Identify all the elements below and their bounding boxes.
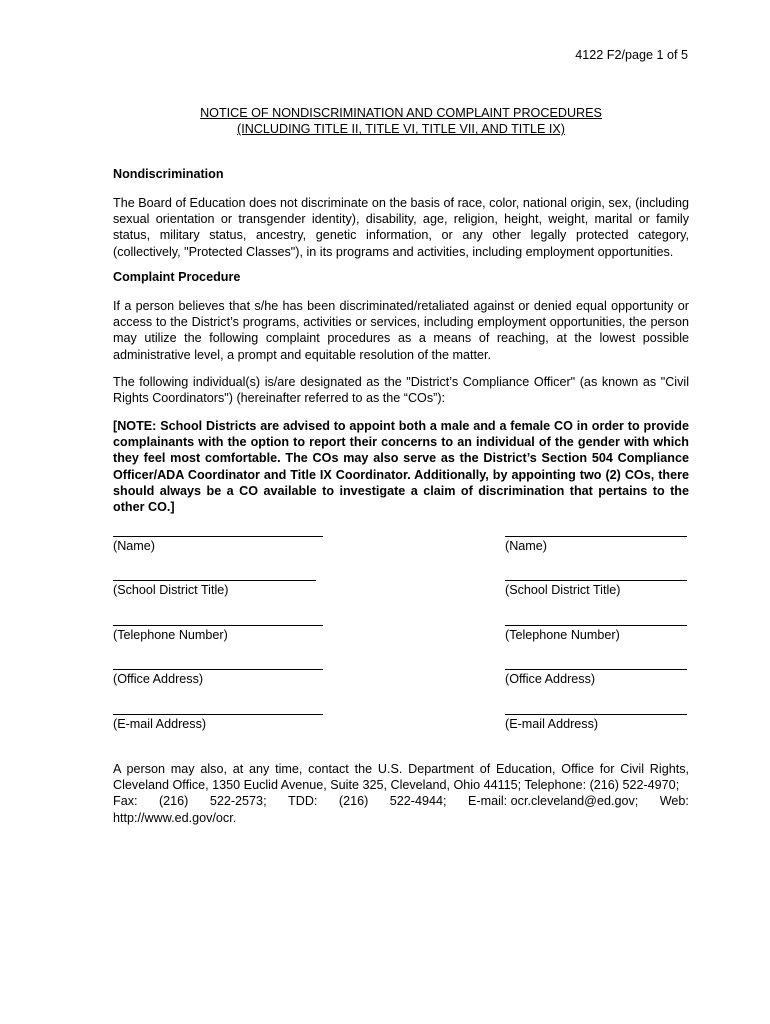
tdd-label: TDD: bbox=[288, 794, 318, 809]
note-paragraph: [NOTE: School Districts are advised to appoint both a male and a female CO in order to provide complainants with the option to report their concerns to an individual of the gender with which they feel most comfortable. The COs may also serve as the District’s Section 504 Compliance Officer/ADA Coordinator and Title IX Coordinator. Additionally, by appointing two (2) COs, there should always be a CO available to investigate a claim of discrimination that pertains to the other CO.] bbox=[113, 419, 689, 515]
fax-area-code: (216) bbox=[158, 794, 189, 809]
title-line-left[interactable] bbox=[113, 580, 316, 581]
nondiscrimination-paragraph: The Board of Education does not discriminate on the basis of race, color, national origin, sex, (including sexual orientation or transgender identity), disability, age, religion, height, weight, marital or family status, military status, ancestry, genetic information, or any other legally protected category, (collectively, "Protected Classes"), in its programs and activities, including employment opportunities. bbox=[113, 196, 689, 259]
complaint-procedure-paragraph: If a person believes that s/he has been discriminated/retaliated against or denied equal opportunity or access to the District’s programs, activities or services, including employment opportunities, the person may utilize the following complaint procedures as a means of reaching, at the lowest possible administrative level, a prompt and equitable resolution of the matter. bbox=[113, 299, 689, 362]
name-label-right: (Name) bbox=[505, 539, 547, 553]
name-label-left: (Name) bbox=[113, 539, 155, 553]
name-line-right[interactable] bbox=[505, 536, 687, 537]
contact-fax-row bbox=[113, 793, 689, 809]
telephone-line-right[interactable] bbox=[505, 625, 687, 626]
office-address-line-right[interactable] bbox=[505, 669, 687, 670]
compliance-officer-paragraph: The following individual(s) is/are designated as the "District’s Compliance Officer" (as known as "Civil Rights Coordinators") (hereinafter referred to as the “COs”): bbox=[113, 375, 689, 406]
page-number: 4122 F2/page 1 of 5 bbox=[575, 48, 688, 62]
complaint-procedure-heading: Complaint Procedure bbox=[113, 270, 241, 284]
title-line-1: NOTICE OF NONDISCRIMINATION AND COMPLAINT PROCEDURES bbox=[200, 106, 602, 120]
office-address-line-left[interactable] bbox=[113, 669, 323, 670]
telephone-line-left[interactable] bbox=[113, 625, 323, 626]
telephone-label-left: (Telephone Number) bbox=[113, 628, 228, 642]
tdd-number: 522-4944; bbox=[389, 794, 447, 809]
email-label-left: (E-mail Address) bbox=[113, 717, 207, 731]
email-label-right: (E-mail Address) bbox=[505, 717, 599, 731]
fax-number: 522-2573; bbox=[209, 794, 267, 809]
fax-label: Fax: bbox=[113, 794, 138, 809]
name-line-left[interactable] bbox=[113, 536, 323, 537]
title-line-right[interactable] bbox=[505, 580, 687, 581]
office-address-label-left: (Office Address) bbox=[113, 672, 204, 686]
tdd-area-code: (216) bbox=[338, 794, 369, 809]
school-district-title-label-left: (School District Title) bbox=[113, 583, 229, 597]
web-label: Web: bbox=[659, 794, 689, 809]
contact-email[interactable]: E-mail: ocr.cleveland@ed.gov; bbox=[467, 794, 639, 809]
school-district-title-label-right: (School District Title) bbox=[505, 583, 621, 597]
email-line-right[interactable] bbox=[505, 714, 687, 715]
telephone-label-right: (Telephone Number) bbox=[505, 628, 620, 642]
title-line-2: (INCLUDING TITLE II, TITLE VI, TITLE VII, AND TITLE IX) bbox=[237, 122, 565, 137]
contact-intro: A person may also, at any time, contact the U.S. Department of Education, Office for Civil Rights, Cleveland Office, 1350 Euclid Avenue, Suite 325, Cleveland, Ohio 44115; Telephone: (216) 522-4970; bbox=[113, 762, 689, 793]
nondiscrimination-heading: Nondiscrimination bbox=[113, 167, 224, 181]
document-title bbox=[113, 105, 689, 137]
ocr-contact-paragraph bbox=[113, 761, 689, 826]
email-line-left[interactable] bbox=[113, 714, 323, 715]
office-address-label-right: (Office Address) bbox=[505, 672, 596, 686]
web-url[interactable]: http://www.ed.gov/ocr. bbox=[113, 810, 237, 825]
